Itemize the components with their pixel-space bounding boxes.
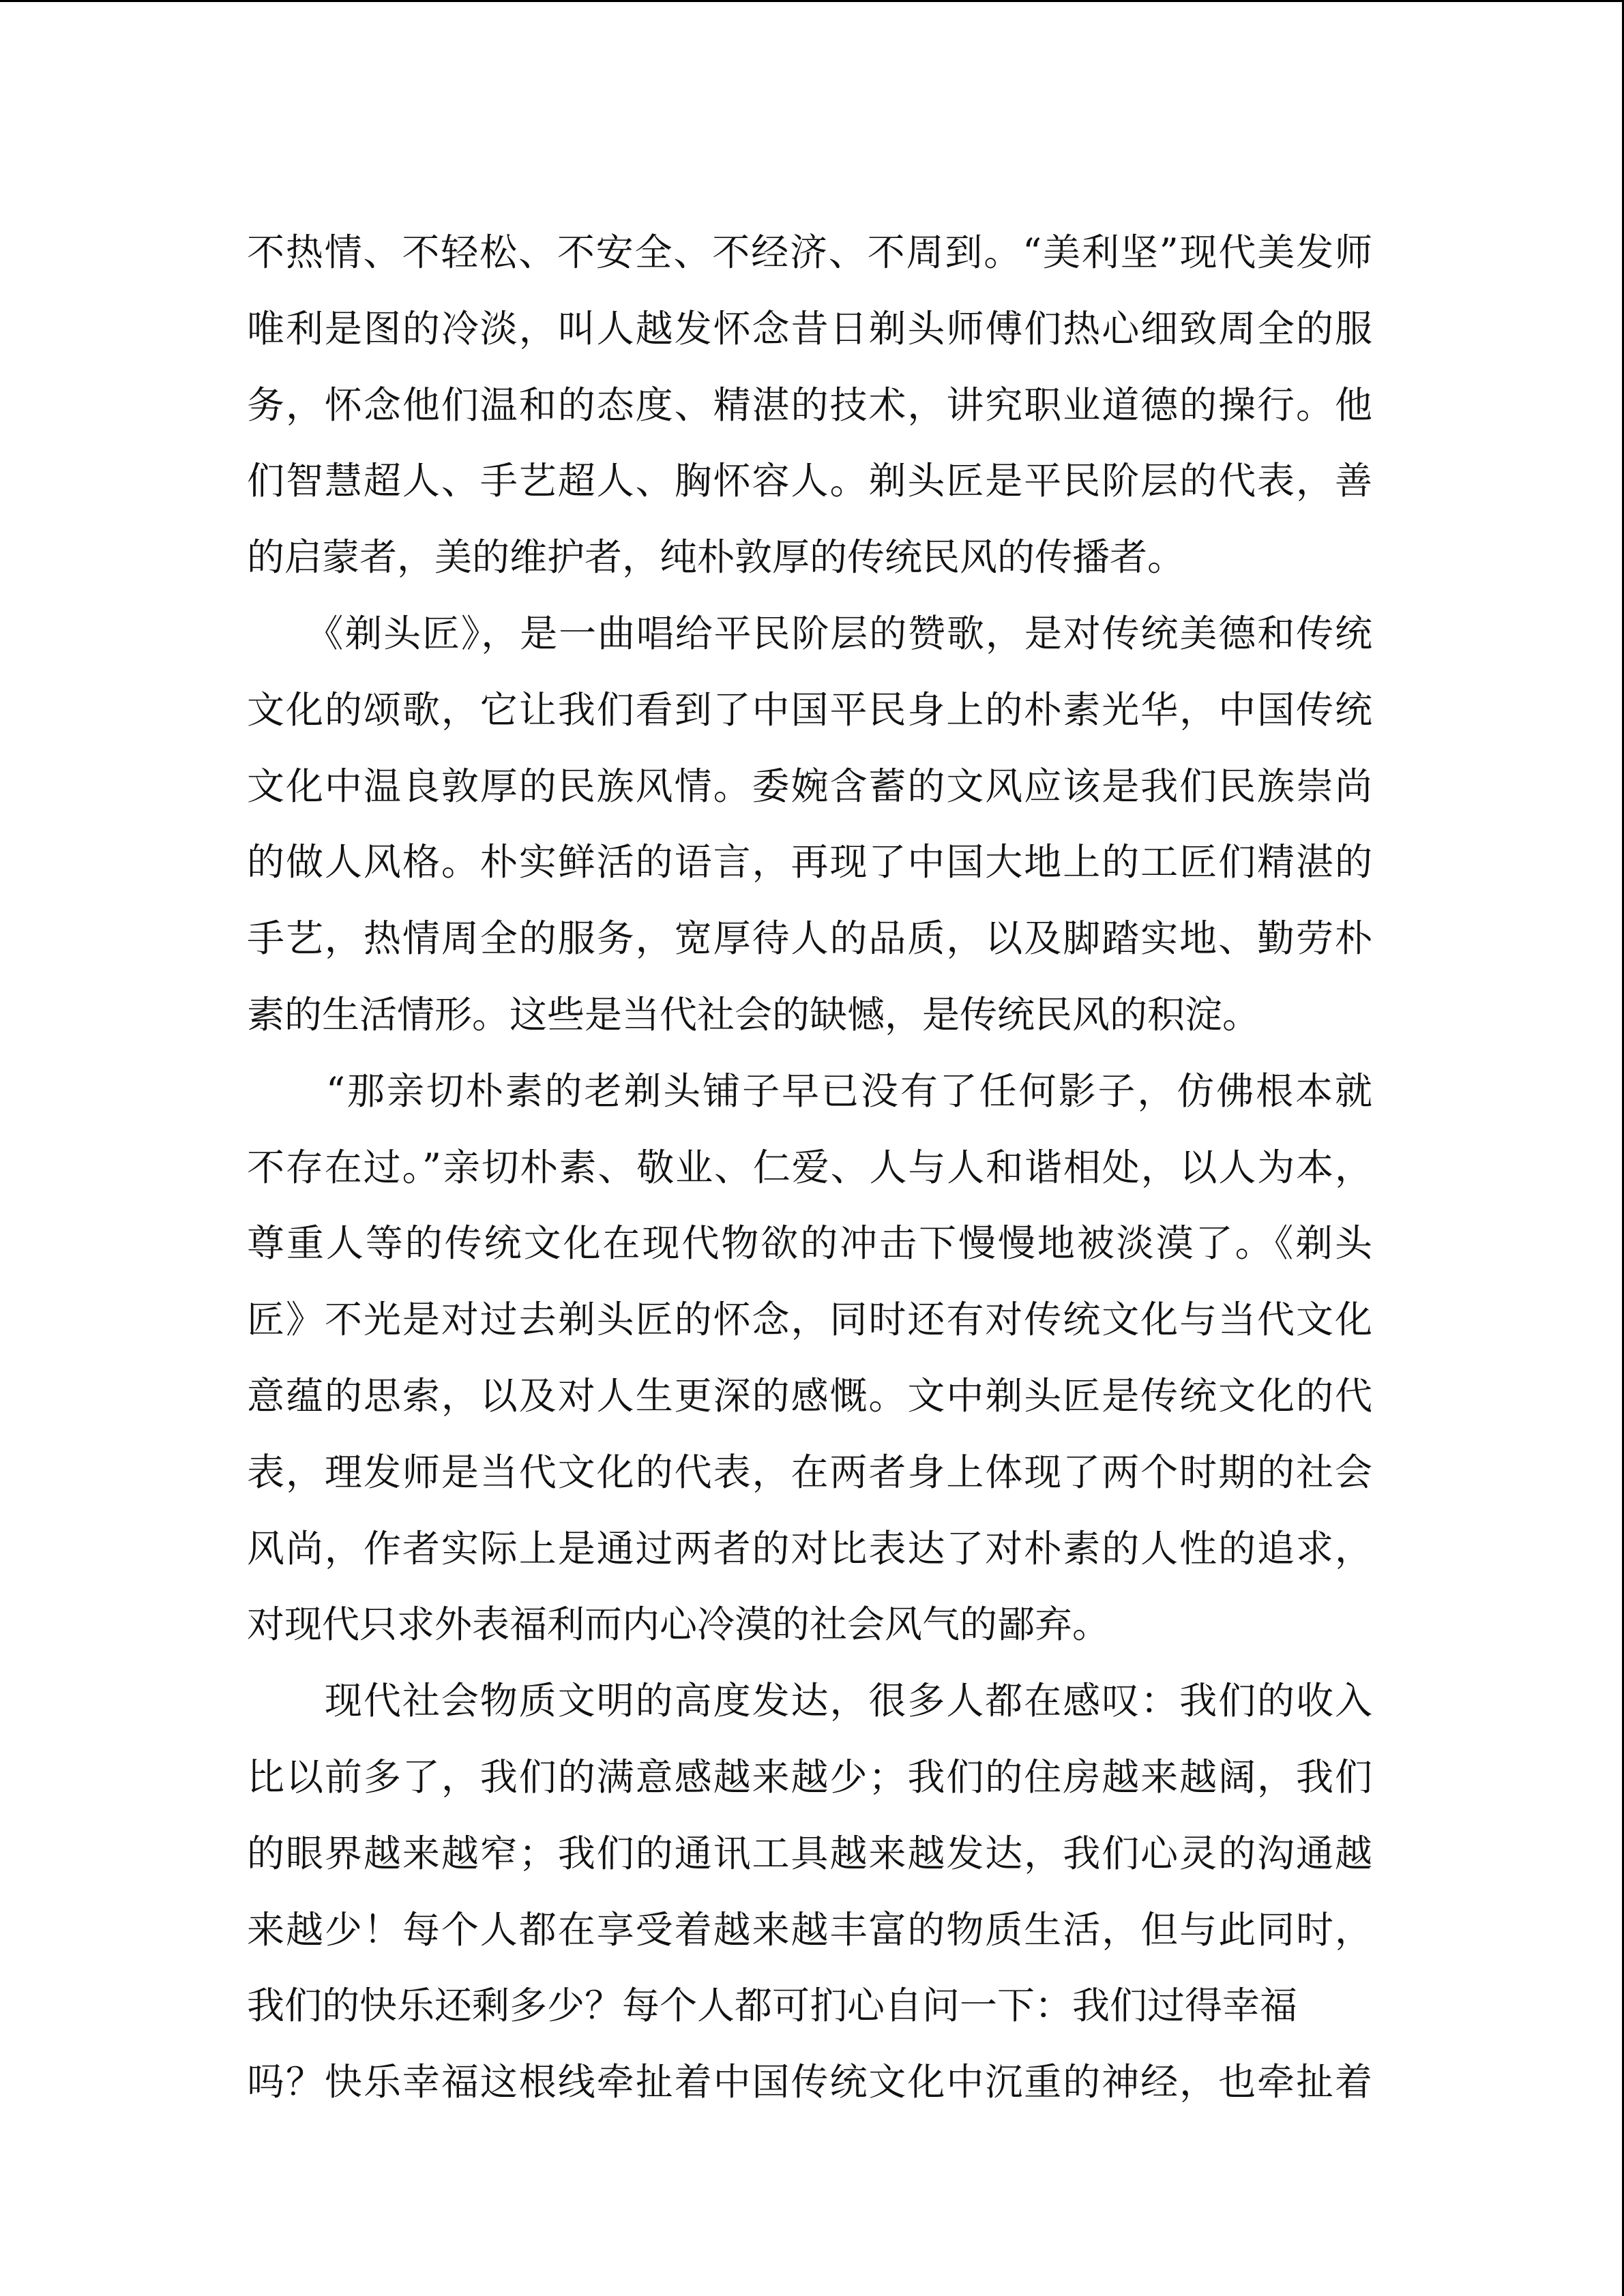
text-line: 的做人风格。朴实鲜活的语言，再现了中国大地上的工匠们精湛的 (247, 840, 1372, 884)
text-line: 文化中温良敦厚的民族风情。委婉含蓄的文风应该是我们民族崇尚 (247, 764, 1372, 808)
text-line: 表，理发师是当代文化的代表，在两者身上体现了两个时期的社会 (247, 1450, 1372, 1494)
text-line: 风尚，作者实际上是通过两者的对比表达了对朴素的人性的追求， (247, 1526, 1372, 1570)
text-line: 对现代只求外表福利而内心冷漠的社会风气的鄙弃。 (247, 1602, 1110, 1647)
text-line: 现代社会物质文明的高度发达，很多人都在感叹：我们的收入 (247, 1679, 1372, 1723)
text-line: 们智慧超人、手艺超人、胸怀容人。剃头匠是平民阶层的代表，善 (247, 459, 1372, 503)
text-line: 文化的颂歌，它让我们看到了中国平民身上的朴素光华，中国传统 (247, 687, 1372, 732)
text-line: 匠》不光是对过去剃头匠的怀念，同时还有对传统文化与当代文化 (247, 1298, 1372, 1342)
text-line: 意蕴的思索，以及对人生更深的感慨。文中剃头匠是传统文化的代 (247, 1373, 1372, 1418)
document-body (247, 215, 1372, 2121)
text-line: 手艺，热情周全的服务，宽厚待人的品质，以及脚踏实地、勤劳朴 (247, 916, 1372, 961)
text-line: 来越少！每个人都在享受着越来越丰富的物质生活，但与此同时， (247, 1907, 1372, 1952)
text-line: “那亲切朴素的老剃头铺子早已没有了任何影子，仿佛根本就 (247, 1069, 1372, 1113)
text-line: 尊重人等的传统文化在现代物欲的冲击下慢慢地被淡漠了。《剃头 (247, 1221, 1372, 1266)
text-line: 不存在过。”亲切朴素、敬业、仁爱、人与人和谐相处，以人为本， (247, 1145, 1372, 1189)
text-line: 务，怀念他们温和的态度、精湛的技术，讲究职业道德的操行。他 (247, 383, 1372, 427)
text-line: 《剃头匠》，是一曲唱给平民阶层的赞歌，是对传统美德和传统 (247, 611, 1372, 655)
text-line: 吗？快乐幸福这根线牵扯着中国传统文化中沉重的神经，也牵扯着 (247, 2060, 1372, 2104)
text-line: 唯利是图的冷淡，叫人越发怀念昔日剃头师傅们热心细致周全的服 (247, 306, 1372, 351)
text-line: 的启蒙者，美的维护者，纯朴敦厚的传统民风的传播者。 (247, 535, 1185, 580)
text-line: 我们的快乐还剩多少？每个人都可扪心自问一下：我们过得幸福 (247, 1984, 1298, 2028)
text-line: 不热情、不轻松、不安全、不经济、不周到。“美利坚”现代美发师 (247, 230, 1372, 274)
text-line: 比以前多了，我们的满意感越来越少；我们的住房越来越阔，我们 (247, 1755, 1372, 1799)
text-line: 素的生活情形。这些是当代社会的缺憾，是传统民风的积淀。 (247, 992, 1260, 1037)
text-line: 的眼界越来越窄；我们的通讯工具越来越发达，我们心灵的沟通越 (247, 1831, 1372, 1875)
